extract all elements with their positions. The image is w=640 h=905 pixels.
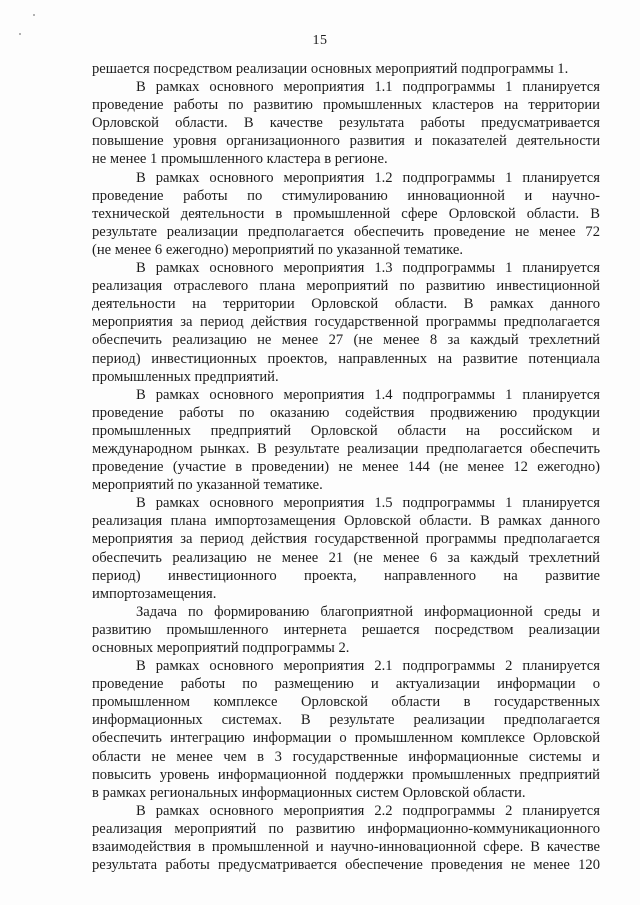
text-line: В рамках основного мероприятия 1.1 подпрограммы 1 планируется xyxy=(136,79,600,96)
text-line: взаимодействия в промышленной и научно-инновационной сфере. В качестве xyxy=(92,839,600,856)
text-line: промышленных предприятий Орловской области на российском и xyxy=(92,422,600,439)
text-line: мероприятий по указанной тематике. xyxy=(92,477,323,494)
page-number: 15 xyxy=(312,33,328,48)
paragraph xyxy=(92,60,600,78)
paragraph xyxy=(92,169,600,259)
text-line: реализация мероприятий по развитию информационно-коммуникационного xyxy=(92,820,600,837)
text-line: деятельности на территории Орловской области. В рамках данного xyxy=(92,296,600,313)
text-line: не менее 1 промышленного кластера в регионе. xyxy=(92,151,388,168)
text-line: области не менее чем в 3 государственные информационные системы и xyxy=(92,748,600,765)
text-line: проведение работы по развитию промышленных кластеров на территории xyxy=(92,97,600,114)
text-line: в рамках региональных информационных систем Орловской области. xyxy=(92,784,526,801)
paragraph xyxy=(92,657,600,802)
paragraph xyxy=(92,494,600,603)
text-line: импортозамещения. xyxy=(92,585,217,602)
text-line: международном рынках. В результате реализации предполагается обеспечить xyxy=(92,440,600,457)
text-line: Орловской области. В качестве результата работы предусматривается xyxy=(92,115,600,132)
document-body xyxy=(92,60,600,874)
text-line: Задача по формированию благоприятной информационной среды и xyxy=(136,603,600,620)
text-line: В рамках основного мероприятия 1.5 подпрограммы 1 планируется xyxy=(136,495,600,512)
text-line: В рамках основного мероприятия 1.3 подпрограммы 1 планируется xyxy=(136,260,600,277)
text-line: реализация плана импортозамещения Орловской области. В рамках данного xyxy=(92,513,600,530)
text-line: период) инвестиционных проектов, направленных на развитие потенциала xyxy=(92,350,600,367)
text-line: период) инвестиционного проекта, направленного на развитие xyxy=(92,567,600,584)
text-line: проведение работы по стимулированию инновационной и научно- xyxy=(92,187,600,204)
text-line: проведение (участие в проведении) не менее 144 (не менее 12 ежегодно) xyxy=(92,459,600,476)
text-line: результате реализации предполагается обеспечить проведение не менее 72 xyxy=(92,223,600,240)
text-line: результата работы предусматривается обеспечение проведения не менее 120 xyxy=(92,857,600,874)
text-line: мероприятия за период действия государственной программы предполагается xyxy=(92,314,600,331)
text-line: (не менее 6 ежегодно) мероприятий по указанной тематике. xyxy=(92,241,463,258)
text-line: В рамках основного мероприятия 2.1 подпрограммы 2 планируется xyxy=(136,658,600,675)
text-line: обеспечить интеграцию информации о промышленном комплексе Орловской xyxy=(92,730,600,747)
scan-speck xyxy=(33,14,35,16)
text-line: решается посредством реализации основных мероприятий подпрограммы 1. xyxy=(92,61,569,77)
text-line: развитию промышленного интернета решается посредством реализации xyxy=(92,621,600,638)
text-line: информационных системах. В результате реализации предполагается xyxy=(92,712,600,729)
paragraph xyxy=(92,78,600,168)
text-line: реализация отраслевого плана мероприятий по развитию инвестиционной xyxy=(92,278,600,295)
text-line: обеспечить реализацию не менее 27 (не менее 8 за каждый трехлетний xyxy=(92,332,600,349)
text-line: повысить уровень информационной поддержки промышленных предприятий xyxy=(92,766,600,783)
text-line: мероприятия за период действия государственной программы предполагается xyxy=(92,531,600,548)
text-line: промышленном комплексе Орловской области в государственных xyxy=(92,694,600,711)
text-line: промышленных предприятий. xyxy=(92,368,279,385)
text-line: В рамках основного мероприятия 1.2 подпрограммы 1 планируется xyxy=(136,169,600,186)
text-line: технической деятельности в промышленной сфере Орловской области. В xyxy=(92,205,600,222)
text-line: обеспечить реализацию не менее 21 (не менее 6 за каждый трехлетний xyxy=(92,549,600,566)
text-line: повышение уровня организационного развития и показателей деятельности xyxy=(92,133,600,150)
paragraph xyxy=(92,603,600,657)
text-line: В рамках основного мероприятия 2.2 подпрограммы 2 планируется xyxy=(136,802,600,819)
paragraph xyxy=(92,386,600,495)
text-line: проведение работы по размещению и актуализации информации о xyxy=(92,676,600,693)
text-line: В рамках основного мероприятия 1.4 подпрограммы 1 планируется xyxy=(136,386,600,403)
paragraph xyxy=(92,259,600,386)
paragraph xyxy=(92,802,600,874)
text-line: проведение работы по оказанию содействия продвижению продукции xyxy=(92,404,600,421)
text-line: основных мероприятий подпрограммы 2. xyxy=(92,640,350,656)
